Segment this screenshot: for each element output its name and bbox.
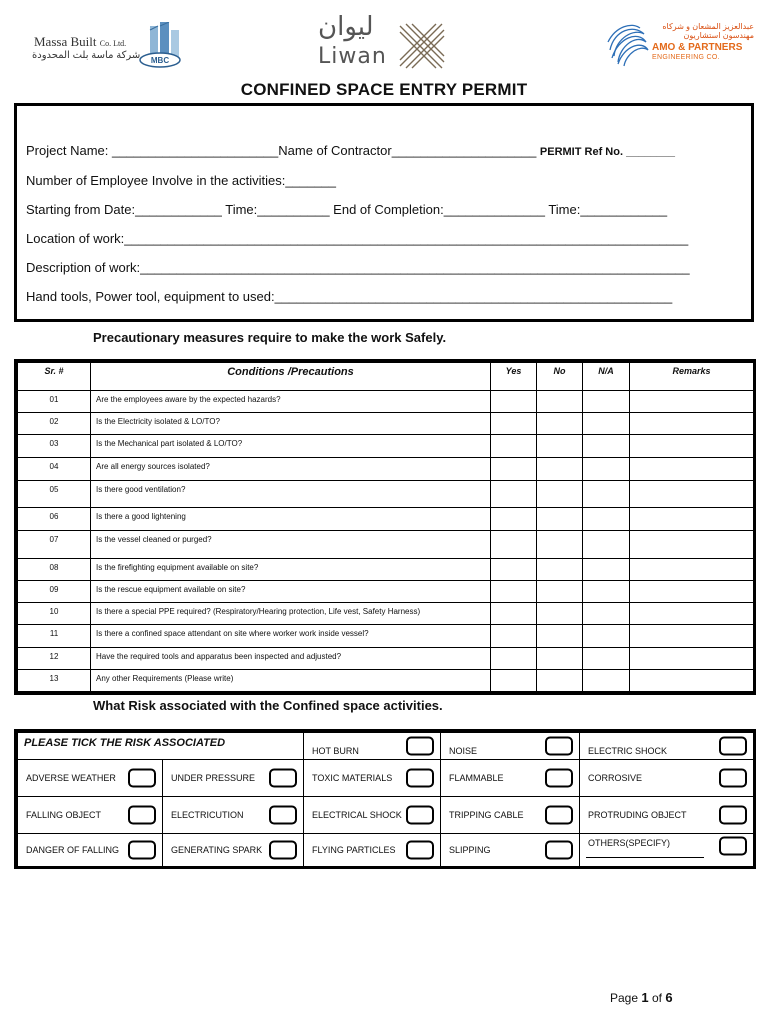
- checklist-row: [18, 559, 754, 581]
- checklist-remarks-cell[interactable]: [630, 625, 754, 648]
- risk-label: FLAMMABLE: [449, 773, 504, 783]
- risk-cell-danger-of-falling[interactable]: [18, 834, 163, 867]
- checklist-na-cell[interactable]: [583, 508, 630, 531]
- risk-checkbox[interactable]: [406, 841, 434, 860]
- risk-label: NOISE: [449, 746, 478, 756]
- risk-cell-falling-object[interactable]: [18, 797, 163, 834]
- description-line[interactable]: Description of work:____________________________________________________________________________: [26, 260, 690, 275]
- header-remarks: Remarks: [630, 363, 754, 391]
- risk-cell-hot-burn[interactable]: [304, 733, 441, 760]
- header-na: N/A: [583, 363, 630, 391]
- risk-cell-flying-particles[interactable]: [304, 834, 441, 867]
- checklist-no-cell[interactable]: [537, 458, 583, 481]
- checklist-yes-cell[interactable]: [491, 581, 537, 603]
- checklist-na-cell[interactable]: [583, 481, 630, 508]
- risk-heading: What Risk associated with the Confined space activities.: [93, 698, 443, 713]
- project-contractor-line[interactable]: [26, 143, 675, 158]
- checklist-condition: Is the rescue equipment available on site?: [91, 581, 491, 603]
- checklist-yes-cell[interactable]: [491, 603, 537, 625]
- checklist-condition: Is the Electricity isolated & LO/TO?: [91, 413, 491, 435]
- risk-header: PLEASE TICK THE RISK ASSOCIATED: [18, 733, 304, 760]
- page-number: [610, 990, 673, 1005]
- location-line[interactable]: Location of work:______________________________________________________________________________: [26, 231, 689, 246]
- checklist-no-cell[interactable]: [537, 413, 583, 435]
- checklist-no-cell[interactable]: [537, 508, 583, 531]
- checklist-no-cell[interactable]: [537, 435, 583, 458]
- amo-logo-arabic-line1: عبدالعزيز المشعان و شركاه: [662, 22, 754, 31]
- checklist-remarks-cell[interactable]: [630, 648, 754, 670]
- risk-label: TRIPPING CABLE: [449, 810, 524, 820]
- checklist-remarks-cell[interactable]: [630, 413, 754, 435]
- checklist-sr: 07: [18, 531, 91, 559]
- amo-logo-sub: ENGINEERING CO.: [652, 54, 720, 61]
- header-sr: Sr. #: [18, 363, 91, 391]
- page-word: Page: [610, 991, 639, 1005]
- liwan-logo: [312, 12, 452, 72]
- risk-checkbox[interactable]: [128, 769, 156, 788]
- risk-checkbox[interactable]: [719, 806, 747, 825]
- checklist-sr: 12: [18, 648, 91, 670]
- checklist-sr: 04: [18, 458, 91, 481]
- checklist-row: [18, 435, 754, 458]
- risk-label: TOXIC MATERIALS: [312, 773, 393, 783]
- risk-label: FALLING OBJECT: [26, 810, 102, 820]
- checklist-na-cell[interactable]: [583, 559, 630, 581]
- checklist-condition: Is there good ventilation?: [91, 481, 491, 508]
- amo-partners-logo: [604, 18, 754, 74]
- checklist-row: [18, 391, 754, 413]
- checklist-remarks-cell[interactable]: [630, 508, 754, 531]
- massa-logo-name: Massa Built: [34, 34, 97, 49]
- permit-info-box: [14, 103, 754, 322]
- checklist-yes-cell[interactable]: [491, 481, 537, 508]
- checklist-row: [18, 531, 754, 559]
- checklist-condition: Is there a confined space attendant on site where worker work inside vessel?: [91, 625, 491, 648]
- checklist-row: [18, 648, 754, 670]
- checklist-condition: Is there a special PPE required? (Respiratory/Hearing protection, Life vest, Safety Harness): [91, 603, 491, 625]
- checklist-sr: 06: [18, 508, 91, 531]
- risk-label: CORROSIVE: [588, 773, 643, 783]
- checklist-yes-cell[interactable]: [491, 625, 537, 648]
- risk-cell-under-pressure[interactable]: [163, 760, 304, 797]
- amo-scribble-icon: [604, 20, 650, 70]
- risk-label: ELECTRICUTION: [171, 810, 244, 820]
- checklist-condition: Is the firefighting equipment available on site?: [91, 559, 491, 581]
- checklist-na-cell[interactable]: [583, 458, 630, 481]
- checklist-condition: Any other Requirements (Please write): [91, 670, 491, 692]
- risk-cell-protruding-object[interactable]: [580, 797, 754, 834]
- checklist-no-cell[interactable]: [537, 603, 583, 625]
- risk-cell-slipping[interactable]: [441, 834, 580, 867]
- checklist-remarks-cell[interactable]: [630, 559, 754, 581]
- page-current: 1: [641, 990, 649, 1005]
- checklist-na-cell[interactable]: [583, 413, 630, 435]
- checklist-no-cell[interactable]: [537, 670, 583, 692]
- date-time-line[interactable]: Starting from Date:____________ Time:__________ End of Completion:______________ Time:____________: [26, 202, 668, 217]
- risk-checkbox[interactable]: [128, 806, 156, 825]
- risk-cell-tripping-cable[interactable]: [441, 797, 580, 834]
- checklist-na-cell[interactable]: [583, 581, 630, 603]
- massa-emblem-text: MBC: [150, 56, 170, 65]
- checklist-remarks-cell[interactable]: [630, 481, 754, 508]
- checklist-no-cell[interactable]: [537, 559, 583, 581]
- checklist-yes-cell[interactable]: [491, 508, 537, 531]
- checklist-no-cell[interactable]: [537, 648, 583, 670]
- checklist-sr: 02: [18, 413, 91, 435]
- project-contractor-label: Project Name: _______________________Name of Contractor____________________: [26, 143, 540, 158]
- risk-cell-toxic-materials[interactable]: [304, 760, 441, 797]
- checklist-na-cell[interactable]: [583, 603, 630, 625]
- checklist-row: [18, 581, 754, 603]
- risk-cell-corrosive[interactable]: [580, 760, 754, 797]
- tools-line[interactable]: Hand tools, Power tool, equipment to used:_______________________________________________________: [26, 289, 673, 304]
- checklist-yes-cell[interactable]: [491, 670, 537, 692]
- checklist-na-cell[interactable]: [583, 435, 630, 458]
- checklist-na-cell[interactable]: [583, 625, 630, 648]
- risk-cell-electrical-shock[interactable]: [304, 797, 441, 834]
- checklist-row: [18, 508, 754, 531]
- risk-checkbox[interactable]: [545, 841, 573, 860]
- checklist-sr: 08: [18, 559, 91, 581]
- checklist-yes-cell[interactable]: [491, 413, 537, 435]
- checklist-row: [18, 670, 754, 692]
- liwan-weave-icon: [396, 20, 448, 72]
- page-total: 6: [665, 990, 673, 1005]
- checklist-condition: Are the employees aware by the expected hazards?: [91, 391, 491, 413]
- risk-cell-electric-shock[interactable]: [580, 733, 754, 760]
- liwan-logo-latin: Liwan: [318, 44, 387, 69]
- checklist-no-cell[interactable]: [537, 581, 583, 603]
- page-of: of: [651, 991, 662, 1005]
- risk-cell-others[interactable]: [580, 834, 754, 867]
- checklist-row: [18, 413, 754, 435]
- checklist-na-cell[interactable]: [583, 391, 630, 413]
- risk-checkbox[interactable]: [406, 806, 434, 825]
- risk-label: GENERATING SPARK: [171, 845, 263, 855]
- risk-cell-noise[interactable]: [441, 733, 580, 760]
- checklist-na-cell[interactable]: [583, 648, 630, 670]
- checklist-yes-cell[interactable]: [491, 559, 537, 581]
- checklist-remarks-cell[interactable]: [630, 670, 754, 692]
- risk-label: SLIPPING: [449, 845, 491, 855]
- risk-label: UNDER PRESSURE: [171, 773, 256, 783]
- risk-label: FLYING PARTICLES: [312, 845, 396, 855]
- risk-cell-generating-spark[interactable]: [163, 834, 304, 867]
- precaution-heading: Precautionary measures require to make the work Safely.: [93, 330, 447, 345]
- risk-label: ADVERSE WEATHER: [26, 773, 116, 783]
- checklist-remarks-cell[interactable]: [630, 435, 754, 458]
- checklist-yes-cell[interactable]: [491, 458, 537, 481]
- checklist-remarks-cell[interactable]: [630, 581, 754, 603]
- checklist-no-cell[interactable]: [537, 531, 583, 559]
- risk-checkbox[interactable]: [719, 837, 747, 856]
- checklist-condition: Are all energy sources isolated?: [91, 458, 491, 481]
- checklist-sr: 03: [18, 435, 91, 458]
- precaution-checklist: [14, 359, 756, 695]
- checklist-row: [18, 458, 754, 481]
- checklist-yes-cell[interactable]: [491, 435, 537, 458]
- checklist-condition: Is there a good lightening: [91, 508, 491, 531]
- risk-label: ELECTRIC SHOCK: [588, 746, 668, 756]
- checklist-no-cell[interactable]: [537, 391, 583, 413]
- checklist-sr: 01: [18, 391, 91, 413]
- risk-checkbox[interactable]: [269, 806, 297, 825]
- checklist-yes-cell[interactable]: [491, 531, 537, 559]
- header-no: No: [537, 363, 583, 391]
- checklist-sr: 05: [18, 481, 91, 508]
- risk-cell-flammable[interactable]: [441, 760, 580, 797]
- risk-checkbox[interactable]: [719, 737, 747, 756]
- checklist-remarks-cell[interactable]: [630, 458, 754, 481]
- risk-checkbox[interactable]: [719, 769, 747, 788]
- risk-checkbox[interactable]: [545, 769, 573, 788]
- others-specify-line[interactable]: [586, 857, 704, 858]
- risk-checkbox[interactable]: [269, 769, 297, 788]
- checklist-remarks-cell[interactable]: [630, 531, 754, 559]
- checklist-na-cell[interactable]: [583, 531, 630, 559]
- checklist-no-cell[interactable]: [537, 481, 583, 508]
- risk-checkbox[interactable]: [128, 841, 156, 860]
- checklist-condition: Is the Mechanical part isolated & LO/TO?: [91, 435, 491, 458]
- checklist-sr: 13: [18, 670, 91, 692]
- checklist-remarks-cell[interactable]: [630, 391, 754, 413]
- risk-label: DANGER OF FALLING: [26, 845, 120, 855]
- checklist-sr: 11: [18, 625, 91, 648]
- risk-label: ELECTRICAL SHOCK: [312, 810, 402, 820]
- checklist-sr: 09: [18, 581, 91, 603]
- liwan-logo-arabic: ليوان: [318, 12, 374, 42]
- checklist-na-cell[interactable]: [583, 670, 630, 692]
- page-title: CONFINED SPACE ENTRY PERMIT: [240, 80, 528, 99]
- checklist-yes-cell[interactable]: [491, 391, 537, 413]
- amo-logo-arabic-line2: مهندسون استشاريون: [683, 31, 754, 40]
- risk-cell-adverse-weather[interactable]: [18, 760, 163, 797]
- checklist-condition: Is the vessel cleaned or purged?: [91, 531, 491, 559]
- checklist-row: [18, 481, 754, 508]
- massa-built-logo: [30, 22, 188, 70]
- amo-logo-name: AMO & PARTNERS: [652, 42, 743, 53]
- header-yes: Yes: [491, 363, 537, 391]
- employee-count-line[interactable]: Number of Employee Involve in the activities:_______: [26, 173, 337, 188]
- risk-checkbox[interactable]: [406, 737, 434, 756]
- risk-table: [14, 729, 756, 869]
- massa-logo-suffix: Co. Ltd.: [99, 39, 127, 48]
- checklist-condition: Have the required tools and apparatus been inspected and adjusted?: [91, 648, 491, 670]
- risk-label: PROTRUDING OBJECT: [588, 810, 687, 820]
- risk-label: OTHERS(SPECIFY): [588, 838, 671, 848]
- header-conditions: Conditions /Precautions: [91, 363, 491, 391]
- permit-ref-label: PERMIT Ref No. ________: [539, 146, 676, 158]
- checklist-row: [18, 603, 754, 625]
- risk-checkbox[interactable]: [545, 806, 573, 825]
- risk-checkbox[interactable]: [545, 737, 573, 756]
- massa-building-icon: [136, 22, 186, 70]
- checklist-sr: 10: [18, 603, 91, 625]
- checklist-no-cell[interactable]: [537, 625, 583, 648]
- risk-checkbox[interactable]: [406, 769, 434, 788]
- risk-cell-electricution[interactable]: [163, 797, 304, 834]
- massa-logo-arabic: شركة ماسة بلت المحدودة: [32, 50, 141, 61]
- risk-checkbox[interactable]: [269, 841, 297, 860]
- checklist-yes-cell[interactable]: [491, 648, 537, 670]
- checklist-row: [18, 625, 754, 648]
- risk-label: HOT BURN: [312, 746, 359, 756]
- checklist-remarks-cell[interactable]: [630, 603, 754, 625]
